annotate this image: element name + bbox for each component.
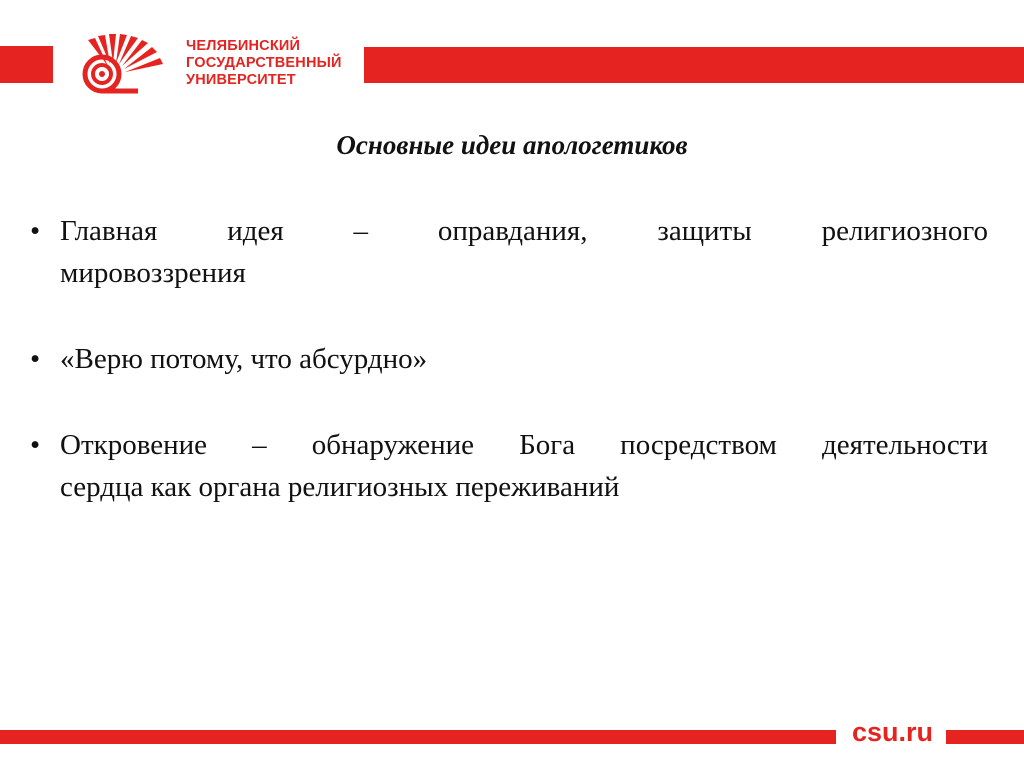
university-name-line: ГОСУДАРСТВЕННЫЙ — [186, 55, 342, 71]
bullet-text-line: Откровение – обнаружение Бога посредством деятельности — [60, 429, 988, 461]
bullet-item — [30, 424, 988, 508]
university-name — [186, 38, 342, 89]
footer-site-link[interactable]: csu.ru — [852, 717, 934, 747]
bullet-list — [30, 210, 988, 508]
footer-bar-end — [946, 730, 1024, 744]
header-bar-right — [364, 47, 1024, 83]
university-logo-icon — [78, 34, 178, 94]
bullet-dot: • — [30, 215, 41, 247]
university-name-line: УНИВЕРСИТЕТ — [186, 72, 296, 88]
footer-bar — [0, 730, 836, 744]
bullet-text-line: Главная идея – оправдания, защиты религиозного — [60, 215, 988, 247]
bullet-text-line: мировоззрения — [60, 257, 246, 289]
bullet-dot: • — [30, 343, 41, 375]
bullet-text-line: сердца как органа религиозных переживаний — [60, 471, 620, 503]
bullet-dot: • — [30, 429, 41, 461]
header-bar-left — [0, 46, 53, 83]
bullet-text-line: «Верю потому, что абсурдно» — [60, 343, 428, 375]
bullet-item — [30, 210, 988, 294]
bullet-item — [30, 338, 988, 380]
slide-title: Основные идеи апологетиков — [336, 130, 688, 160]
university-name-line: ЧЕЛЯБИНСКИЙ — [186, 38, 301, 54]
